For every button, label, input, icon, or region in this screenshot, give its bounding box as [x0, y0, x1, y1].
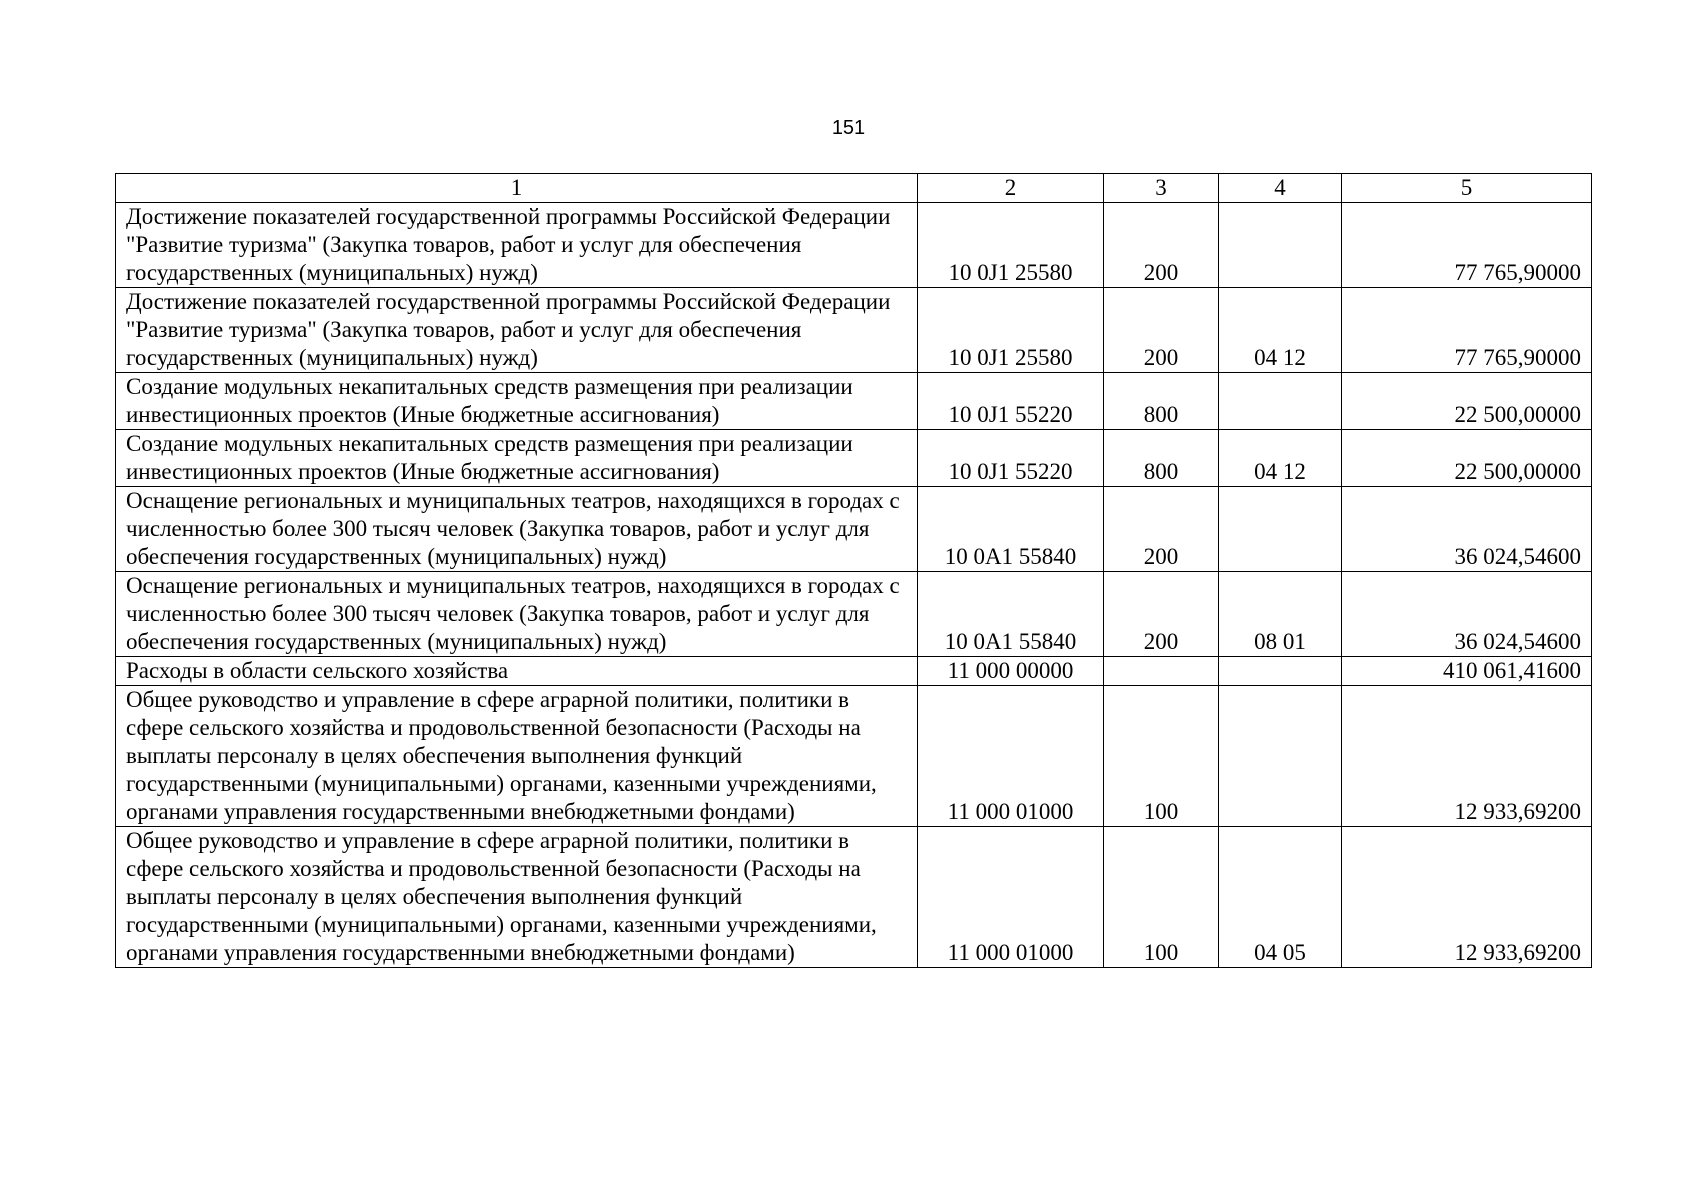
expense-type-cell: 200 — [1104, 572, 1219, 657]
budget-table-body — [116, 174, 1592, 968]
table-row — [116, 430, 1592, 487]
section-code-cell — [1219, 487, 1342, 572]
expense-name-cell: Общее руководство и управление в сфере аграрной политики, политики в сфере сельского хозяйства и продовольственной безопасности (Расходы на выплаты персоналу в целях обеспечения выполнения функций государственными (муниципальными) органами, казенными учреждениями, органами управления государственными внебюджетными фондами) — [116, 686, 918, 827]
budget-table — [115, 173, 1592, 968]
expense-type-cell: 800 — [1104, 430, 1219, 487]
expense-type-cell — [1104, 657, 1219, 686]
column-header: 4 — [1219, 174, 1342, 203]
target-code-cell: 11 000 01000 — [918, 686, 1104, 827]
expense-type-cell: 100 — [1104, 686, 1219, 827]
table-row — [116, 373, 1592, 430]
target-code-cell: 11 000 00000 — [918, 657, 1104, 686]
table-header-row — [116, 174, 1592, 203]
expense-name-cell: Оснащение региональных и муниципальных театров, находящихся в городах с численностью более 300 тысяч человек (Закупка товаров, работ и услуг для обеспечения государственных (муниципальных) нужд) — [116, 572, 918, 657]
amount-cell: 36 024,54600 — [1342, 487, 1592, 572]
table-row — [116, 288, 1592, 373]
amount-cell: 77 765,90000 — [1342, 203, 1592, 288]
expense-name-cell: Общее руководство и управление в сфере аграрной политики, политики в сфере сельского хозяйства и продовольственной безопасности (Расходы на выплаты персоналу в целях обеспечения выполнения функций государственными (муниципальными) органами, казенными учреждениями, органами управления государственными внебюджетными фондами) — [116, 827, 918, 968]
section-code-cell — [1219, 686, 1342, 827]
amount-cell: 12 933,69200 — [1342, 827, 1592, 968]
section-code-cell: 04 12 — [1219, 430, 1342, 487]
column-header: 5 — [1342, 174, 1592, 203]
amount-cell: 12 933,69200 — [1342, 686, 1592, 827]
amount-cell: 410 061,41600 — [1342, 657, 1592, 686]
table-row — [116, 657, 1592, 686]
column-header: 2 — [918, 174, 1104, 203]
target-code-cell: 11 000 01000 — [918, 827, 1104, 968]
page-number: 151 — [831, 117, 866, 139]
column-header: 1 — [116, 174, 918, 203]
target-code-cell: 10 0J1 55220 — [918, 373, 1104, 430]
expense-type-cell: 200 — [1104, 288, 1219, 373]
table-row — [116, 686, 1592, 827]
amount-cell: 77 765,90000 — [1342, 288, 1592, 373]
section-code-cell: 04 05 — [1219, 827, 1342, 968]
expense-name-cell: Расходы в области сельского хозяйства — [116, 657, 918, 686]
target-code-cell: 10 0A1 55840 — [918, 487, 1104, 572]
section-code-cell — [1219, 373, 1342, 430]
table-row — [116, 203, 1592, 288]
target-code-cell: 10 0A1 55840 — [918, 572, 1104, 657]
expense-name-cell: Создание модульных некапитальных средств размещения при реализации инвестиционных проектов (Иные бюджетные ассигнования) — [116, 430, 918, 487]
table-row — [116, 572, 1592, 657]
expense-type-cell: 200 — [1104, 203, 1219, 288]
expense-name-cell: Оснащение региональных и муниципальных театров, находящихся в городах с численностью более 300 тысяч человек (Закупка товаров, работ и услуг для обеспечения государственных (муниципальных) нужд) — [116, 487, 918, 572]
expense-name-cell: Достижение показателей государственной программы Российской Федерации "Развитие туризма" (Закупка товаров, работ и услуг для обеспечения государственных (муниципальных) нужд) — [116, 203, 918, 288]
expense-name-cell: Создание модульных некапитальных средств размещения при реализации инвестиционных проектов (Иные бюджетные ассигнования) — [116, 373, 918, 430]
section-code-cell — [1219, 203, 1342, 288]
expense-type-cell: 200 — [1104, 487, 1219, 572]
amount-cell: 36 024,54600 — [1342, 572, 1592, 657]
expense-type-cell: 800 — [1104, 373, 1219, 430]
target-code-cell: 10 0J1 25580 — [918, 203, 1104, 288]
column-header: 3 — [1104, 174, 1219, 203]
section-code-cell — [1219, 657, 1342, 686]
table-row — [116, 827, 1592, 968]
section-code-cell: 08 01 — [1219, 572, 1342, 657]
amount-cell: 22 500,00000 — [1342, 373, 1592, 430]
expense-name-cell: Достижение показателей государственной программы Российской Федерации "Развитие туризма" (Закупка товаров, работ и услуг для обеспечения государственных (муниципальных) нужд) — [116, 288, 918, 373]
target-code-cell: 10 0J1 25580 — [918, 288, 1104, 373]
section-code-cell: 04 12 — [1219, 288, 1342, 373]
table-row — [116, 487, 1592, 572]
amount-cell: 22 500,00000 — [1342, 430, 1592, 487]
expense-type-cell: 100 — [1104, 827, 1219, 968]
target-code-cell: 10 0J1 55220 — [918, 430, 1104, 487]
